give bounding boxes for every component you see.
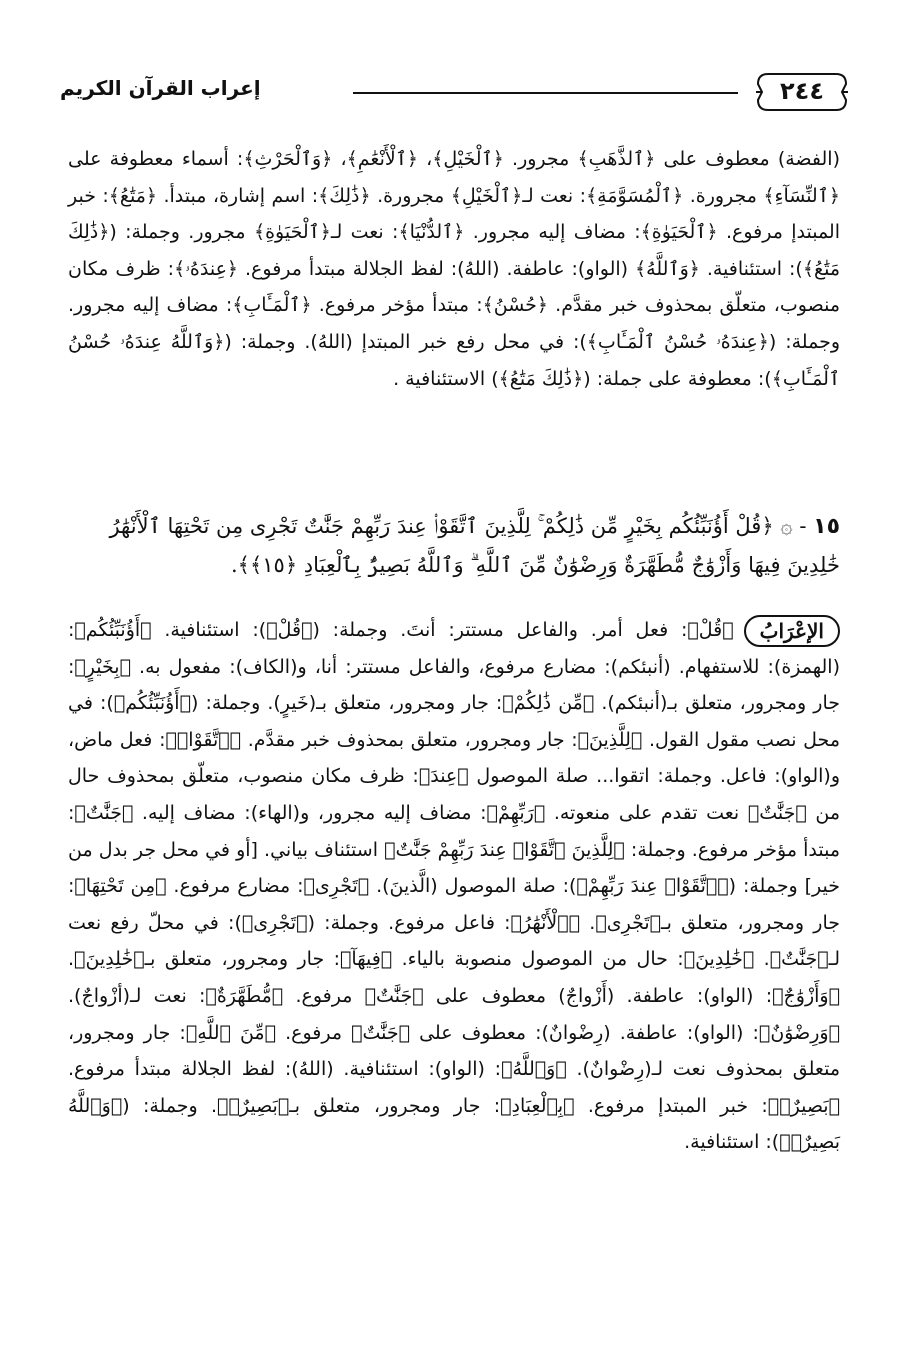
- irab-label-badge: الإعْرَابُ: [744, 615, 840, 647]
- header-divider: [353, 92, 738, 94]
- page-number-frame: [754, 70, 850, 114]
- irab-text: ﴿قُلْ﴾: فعل أمر. والفاعل مستتر: أنتَ. وجملة: (﴿قُلْ﴾): استئنافية. ﴿أَؤُنَبِّئُكُم﴾: (الهمزة): للاستفهام. (أنبئكم): مضارع مرفوع، والفاعل مستتر: أنا، و(الكاف): مفعول به. ﴿بِخَيْرٍ﴾: جار ومجرور، متعلق بـ(أنبئكم). ﴿مِّن ذَٰلِكُمْ﴾: جار ومجرور، متعلق بـ(خَيرٍ). وجملة: (﴿أَؤُنَبِّئُكُم﴾): في محل نصب مقول القول. ﴿لِلَّذِينَ﴾: جار ومجرور، متعلق بمحذوف خبر مقدَّم. ﴿ٱتَّقَوْا۟﴾: فعل ماض، و(الواو): فاعل. وجملة: اتقوا... صلة الموصول ﴿عِندَ﴾: ظرف مكان منصوب، متعلّق بمحذوف حال من ﴿جَنَّٰتٌ﴾ نعت تقدم على منعوته. ﴿رَبِّهِمْ﴾: مضاف إليه مجرور، و(الهاء): مضاف إليه. ﴿جَنَّٰتٌ﴾: مبتدأ مؤخر مرفوع. وجملة: ﴿لِلَّذِينَ ٱتَّقَوْا۟ عِندَ رَبِّهِمْ جَنَّٰتٌ﴾ استئناف بياني. [أو في محل جر بدل من خير] وجملة: (﴿ٱتَّقَوْا۟ عِندَ رَبِّهِمْ﴾): صلة الموصول (الَّذينَ). ﴿تَجْرِى﴾: مضارع مرفوع. ﴿مِن تَحْتِهَا﴾: جار ومجرور، متعلق بـ﴿تَجْرِى﴾. ﴿ٱلْأَنْهَٰرُ﴾: فاعل مرفوع. وجملة: (﴿تَجْرِى﴾): في محلّ رفع نعت لـ﴿جَنَّٰتٌ﴾. ﴿خَٰلِدِينَ﴾: حال من الموصول منصوبة بالياء. ﴿فِيهَآ﴾: جار ومجرور، متعلق بـ﴿خَٰلِدِينَ﴾. ﴿وَأَزْوَٰجٌ﴾: (الواو): عاطفة. (أَزْواجٌ) معطوف على ﴿جَنَّٰتٌ﴾ مرفوع. ﴿مُّطَهَّرَةٌ﴾: نعت لـ(أزْواجٌ). ﴿وَرِضْوَٰنٌ﴾: (الواو): عاطفة. (رِضْوانٌ): معطوف على ﴿جَنَّٰتٌ﴾ مرفوع. ﴿مِّنَ ٱللَّهِ﴾: جار ومجرور، متعلق بمحذوف نعت لـ(رِضْوانٌ). ﴿وَٱللَّهُ﴾: (الواو): استئنافية. (اللهُ): لفظ الجلالة مبتدأ مرفوع. ﴿بَصِيرٌۢ﴾: خبر المبتدإ مرفوع. ﴿بِٱلْعِبَادِ﴾: جار ومجرور، متعلق بـ﴿بَصِيرٌۢ﴾. وجملة: (﴿وَٱللَّهُ بَصِيرٌۢ﴾): استئنافية.: [68, 619, 840, 1154]
- page-header: [60, 70, 850, 118]
- rub-el-hizb-icon: ۞: [780, 514, 793, 538]
- book-title: إعراب القرآن الكريم: [60, 76, 261, 100]
- quran-verse: [68, 507, 840, 585]
- commentary-paragraph-2: [68, 612, 840, 1161]
- commentary-paragraph-1: (الفضة) معطوف على ﴿ٱلذَّهَبِ﴾ مجرور. ﴿ٱلْخَيْلِ﴾، ﴿ٱلْأَنْعَٰمِ﴾، ﴿وَٱلْحَرْثِ﴾: أسماء معطوفة على ﴿ٱلنِّسَآءِ﴾ مجرورة. ﴿ٱلْمُسَوَّمَةِ﴾: نعت لـ﴿ٱلْخَيْلِ﴾ مجرورة. ﴿ذَٰلِكَ﴾: اسم إشارة، مبتدأ. ﴿مَتَٰعُ﴾: خبر المبتدإ مرفوع. ﴿ٱلْحَيَوٰةِ﴾: مضاف إليه مجرور. ﴿ٱلدُّنْيَا﴾: نعت لـ﴿ٱلْحَيَوٰةِ﴾ مجرور. وجملة: (﴿ذَٰلِكَ مَتَٰعُ﴾): استئنافية. ﴿وَٱللَّهُ﴾ (الواو): عاطفة. (اللهُ): لفظ الجلالة مبتدأ مرفوع. ﴿عِندَهُۥ﴾: ظرف مكان منصوب، متعلّق بمحذوف خبر مقدَّم. ﴿حُسْنُ﴾: مبتدأ مؤخر مرفوع. ﴿ٱلْمَـَٔابِ﴾: مضاف إليه مجرور. وجملة: (﴿عِندَهُۥ حُسْنُ ٱلْمَـَٔابِ﴾): في محل رفع خبر المبتدإ (اللهُ). وجملة: (﴿وَٱللَّهُ عِندَهُۥ حُسْنُ ٱلْمَـَٔابِ﴾): معطوفة على جملة: (﴿ذَٰلِكَ مَتَٰعُ﴾) الاستئنافية .: [68, 148, 840, 390]
- verse-dash: -: [799, 514, 807, 538]
- page-number: ٢٤٤: [780, 77, 824, 105]
- verse-number: ١٥: [813, 514, 840, 539]
- verse-text: ﴿قُلْ أَؤُنَبِّئُكُم بِخَيْرٍ مِّن ذَٰلِكُمْ ۚ لِلَّذِينَ ٱتَّقَوْا۟ عِندَ رَبِّهِمْ جَنَّٰتٌ تَجْرِى مِن تَحْتِهَا ٱلْأَنْهَٰرُ خَٰلِدِينَ فِيهَا وَأَزْوَٰجٌ مُّطَهَّرَةٌ وَرِضْوَٰنٌ مِّنَ ٱللَّهِ ۗ وَٱللَّهُ بَصِيرٌۢ بِٱلْعِبَادِ ﴿١٥﴾﴾.: [109, 514, 840, 577]
